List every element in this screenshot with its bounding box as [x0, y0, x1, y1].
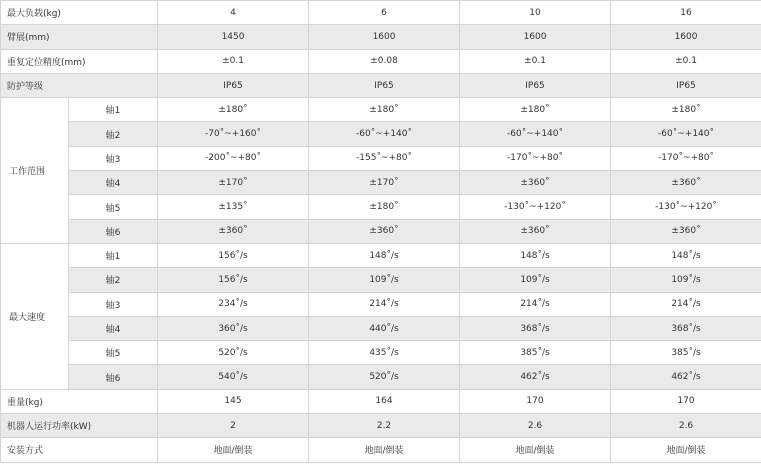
axis-label: 轴1 — [69, 243, 158, 267]
table-row-max-speed-axis5 — [1, 341, 761, 365]
table-cell: 2.2 — [309, 414, 460, 438]
table-cell: -200˚~+80˚ — [158, 146, 309, 170]
table-cell: IP65 — [460, 73, 611, 97]
table-row-work-range-axis3 — [1, 146, 761, 170]
table-row-max-speed-axis2 — [1, 268, 761, 292]
table-cell: ±360˚ — [611, 219, 761, 243]
group-label-work-range: 工作范围 — [1, 98, 69, 244]
table-cell: -170˚~+80˚ — [460, 146, 611, 170]
table-row-work-range-axis4 — [1, 171, 761, 195]
table-cell: 440˚/s — [309, 316, 460, 340]
table-row-reach — [1, 25, 761, 49]
axis-label: 轴6 — [69, 219, 158, 243]
table-cell: -170˚~+80˚ — [611, 146, 761, 170]
table-cell: ±180˚ — [460, 98, 611, 122]
table-cell: ±360˚ — [460, 171, 611, 195]
group-label-max-speed: 最大速度 — [1, 243, 69, 389]
table-cell: 地面/倒装 — [309, 438, 460, 462]
table-cell: 462˚/s — [611, 365, 761, 389]
table-cell: ±360˚ — [309, 219, 460, 243]
table-cell: 368˚/s — [611, 316, 761, 340]
table-cell: -155˚~+80˚ — [309, 146, 460, 170]
table-cell: 148˚/s — [460, 243, 611, 267]
table-cell: ±0.1 — [158, 49, 309, 73]
table-cell: 462˚/s — [460, 365, 611, 389]
table-row-work-range-axis6 — [1, 219, 761, 243]
table-cell: IP65 — [158, 73, 309, 97]
row-label: 重复定位精度(mm) — [1, 49, 158, 73]
table-row-max-speed-axis1 — [1, 243, 761, 267]
table-row-repeatability — [1, 49, 761, 73]
table-cell: 385˚/s — [460, 341, 611, 365]
table-cell: IP65 — [611, 73, 761, 97]
table-cell: -60˚~+140˚ — [611, 122, 761, 146]
table-cell: ±360˚ — [460, 219, 611, 243]
table-cell: 214˚/s — [611, 292, 761, 316]
table-cell: ±0.1 — [460, 49, 611, 73]
table-cell: ±170˚ — [309, 171, 460, 195]
table-cell: 156˚/s — [158, 243, 309, 267]
table-cell: 214˚/s — [309, 292, 460, 316]
table-row-work-range-axis2 — [1, 122, 761, 146]
table-cell: ±180˚ — [309, 98, 460, 122]
table-cell: 156˚/s — [158, 268, 309, 292]
axis-label: 轴5 — [69, 341, 158, 365]
row-label: 安装方式 — [1, 438, 158, 462]
table-cell: 214˚/s — [460, 292, 611, 316]
table-cell: 1450 — [158, 25, 309, 49]
table-cell: ±0.08 — [309, 49, 460, 73]
table-cell: 10 — [460, 1, 611, 25]
table-cell: -130˚~+120˚ — [611, 195, 761, 219]
row-label: 机器人运行功率(kW) — [1, 414, 158, 438]
table-cell: 4 — [158, 1, 309, 25]
table-row-work-range-axis1 — [1, 98, 761, 122]
row-label: 臂展(mm) — [1, 25, 158, 49]
table-cell: 地面/倒装 — [460, 438, 611, 462]
spec-table-body — [1, 1, 761, 463]
axis-label: 轴4 — [69, 171, 158, 195]
table-row-max-speed-axis6 — [1, 365, 761, 389]
table-cell: 6 — [309, 1, 460, 25]
table-cell: 1600 — [611, 25, 761, 49]
table-row-max-payload — [1, 1, 761, 25]
table-cell: -70˚~+160˚ — [158, 122, 309, 146]
table-cell: 2.6 — [611, 414, 761, 438]
table-cell: 164 — [309, 389, 460, 413]
axis-label: 轴5 — [69, 195, 158, 219]
table-cell: 2 — [158, 414, 309, 438]
axis-label: 轴3 — [69, 146, 158, 170]
row-label: 防护等级 — [1, 73, 158, 97]
table-cell: 540˚/s — [158, 365, 309, 389]
axis-label: 轴2 — [69, 268, 158, 292]
table-row-max-speed-axis3 — [1, 292, 761, 316]
table-cell: 地面/倒装 — [611, 438, 761, 462]
table-row-protection — [1, 73, 761, 97]
table-cell: 109˚/s — [460, 268, 611, 292]
row-label: 最大负载(kg) — [1, 1, 158, 25]
table-cell: ±180˚ — [309, 195, 460, 219]
table-cell: 109˚/s — [611, 268, 761, 292]
table-cell: ±170˚ — [158, 171, 309, 195]
axis-label: 轴4 — [69, 316, 158, 340]
table-cell: 520˚/s — [158, 341, 309, 365]
axis-label: 轴2 — [69, 122, 158, 146]
table-cell: ±135˚ — [158, 195, 309, 219]
table-row-max-speed-axis4 — [1, 316, 761, 340]
table-row-work-range-axis5 — [1, 195, 761, 219]
table-cell: ±180˚ — [158, 98, 309, 122]
axis-label: 轴1 — [69, 98, 158, 122]
table-cell: 148˚/s — [309, 243, 460, 267]
table-row-mounting — [1, 438, 761, 462]
table-cell: 148˚/s — [611, 243, 761, 267]
table-cell: -130˚~+120˚ — [460, 195, 611, 219]
table-cell: 2.6 — [460, 414, 611, 438]
table-cell: 109˚/s — [309, 268, 460, 292]
table-cell: 1600 — [309, 25, 460, 49]
table-cell: 145 — [158, 389, 309, 413]
table-cell: 1600 — [460, 25, 611, 49]
table-cell: 360˚/s — [158, 316, 309, 340]
table-cell: 368˚/s — [460, 316, 611, 340]
table-cell: 16 — [611, 1, 761, 25]
axis-label: 轴6 — [69, 365, 158, 389]
table-cell: 234˚/s — [158, 292, 309, 316]
table-cell: 520˚/s — [309, 365, 460, 389]
table-cell: -60˚~+140˚ — [460, 122, 611, 146]
table-cell: 385˚/s — [611, 341, 761, 365]
table-row-weight — [1, 389, 761, 413]
axis-label: 轴3 — [69, 292, 158, 316]
table-cell: 170 — [460, 389, 611, 413]
table-cell: 地面/倒装 — [158, 438, 309, 462]
table-cell: 435˚/s — [309, 341, 460, 365]
table-cell: ±360˚ — [611, 171, 761, 195]
table-cell: ±180˚ — [611, 98, 761, 122]
table-cell: ±360˚ — [158, 219, 309, 243]
table-cell: -60˚~+140˚ — [309, 122, 460, 146]
table-cell: ±0.1 — [611, 49, 761, 73]
table-cell: 170 — [611, 389, 761, 413]
table-cell: IP65 — [309, 73, 460, 97]
table-row-power — [1, 414, 761, 438]
row-label: 重量(kg) — [1, 389, 158, 413]
